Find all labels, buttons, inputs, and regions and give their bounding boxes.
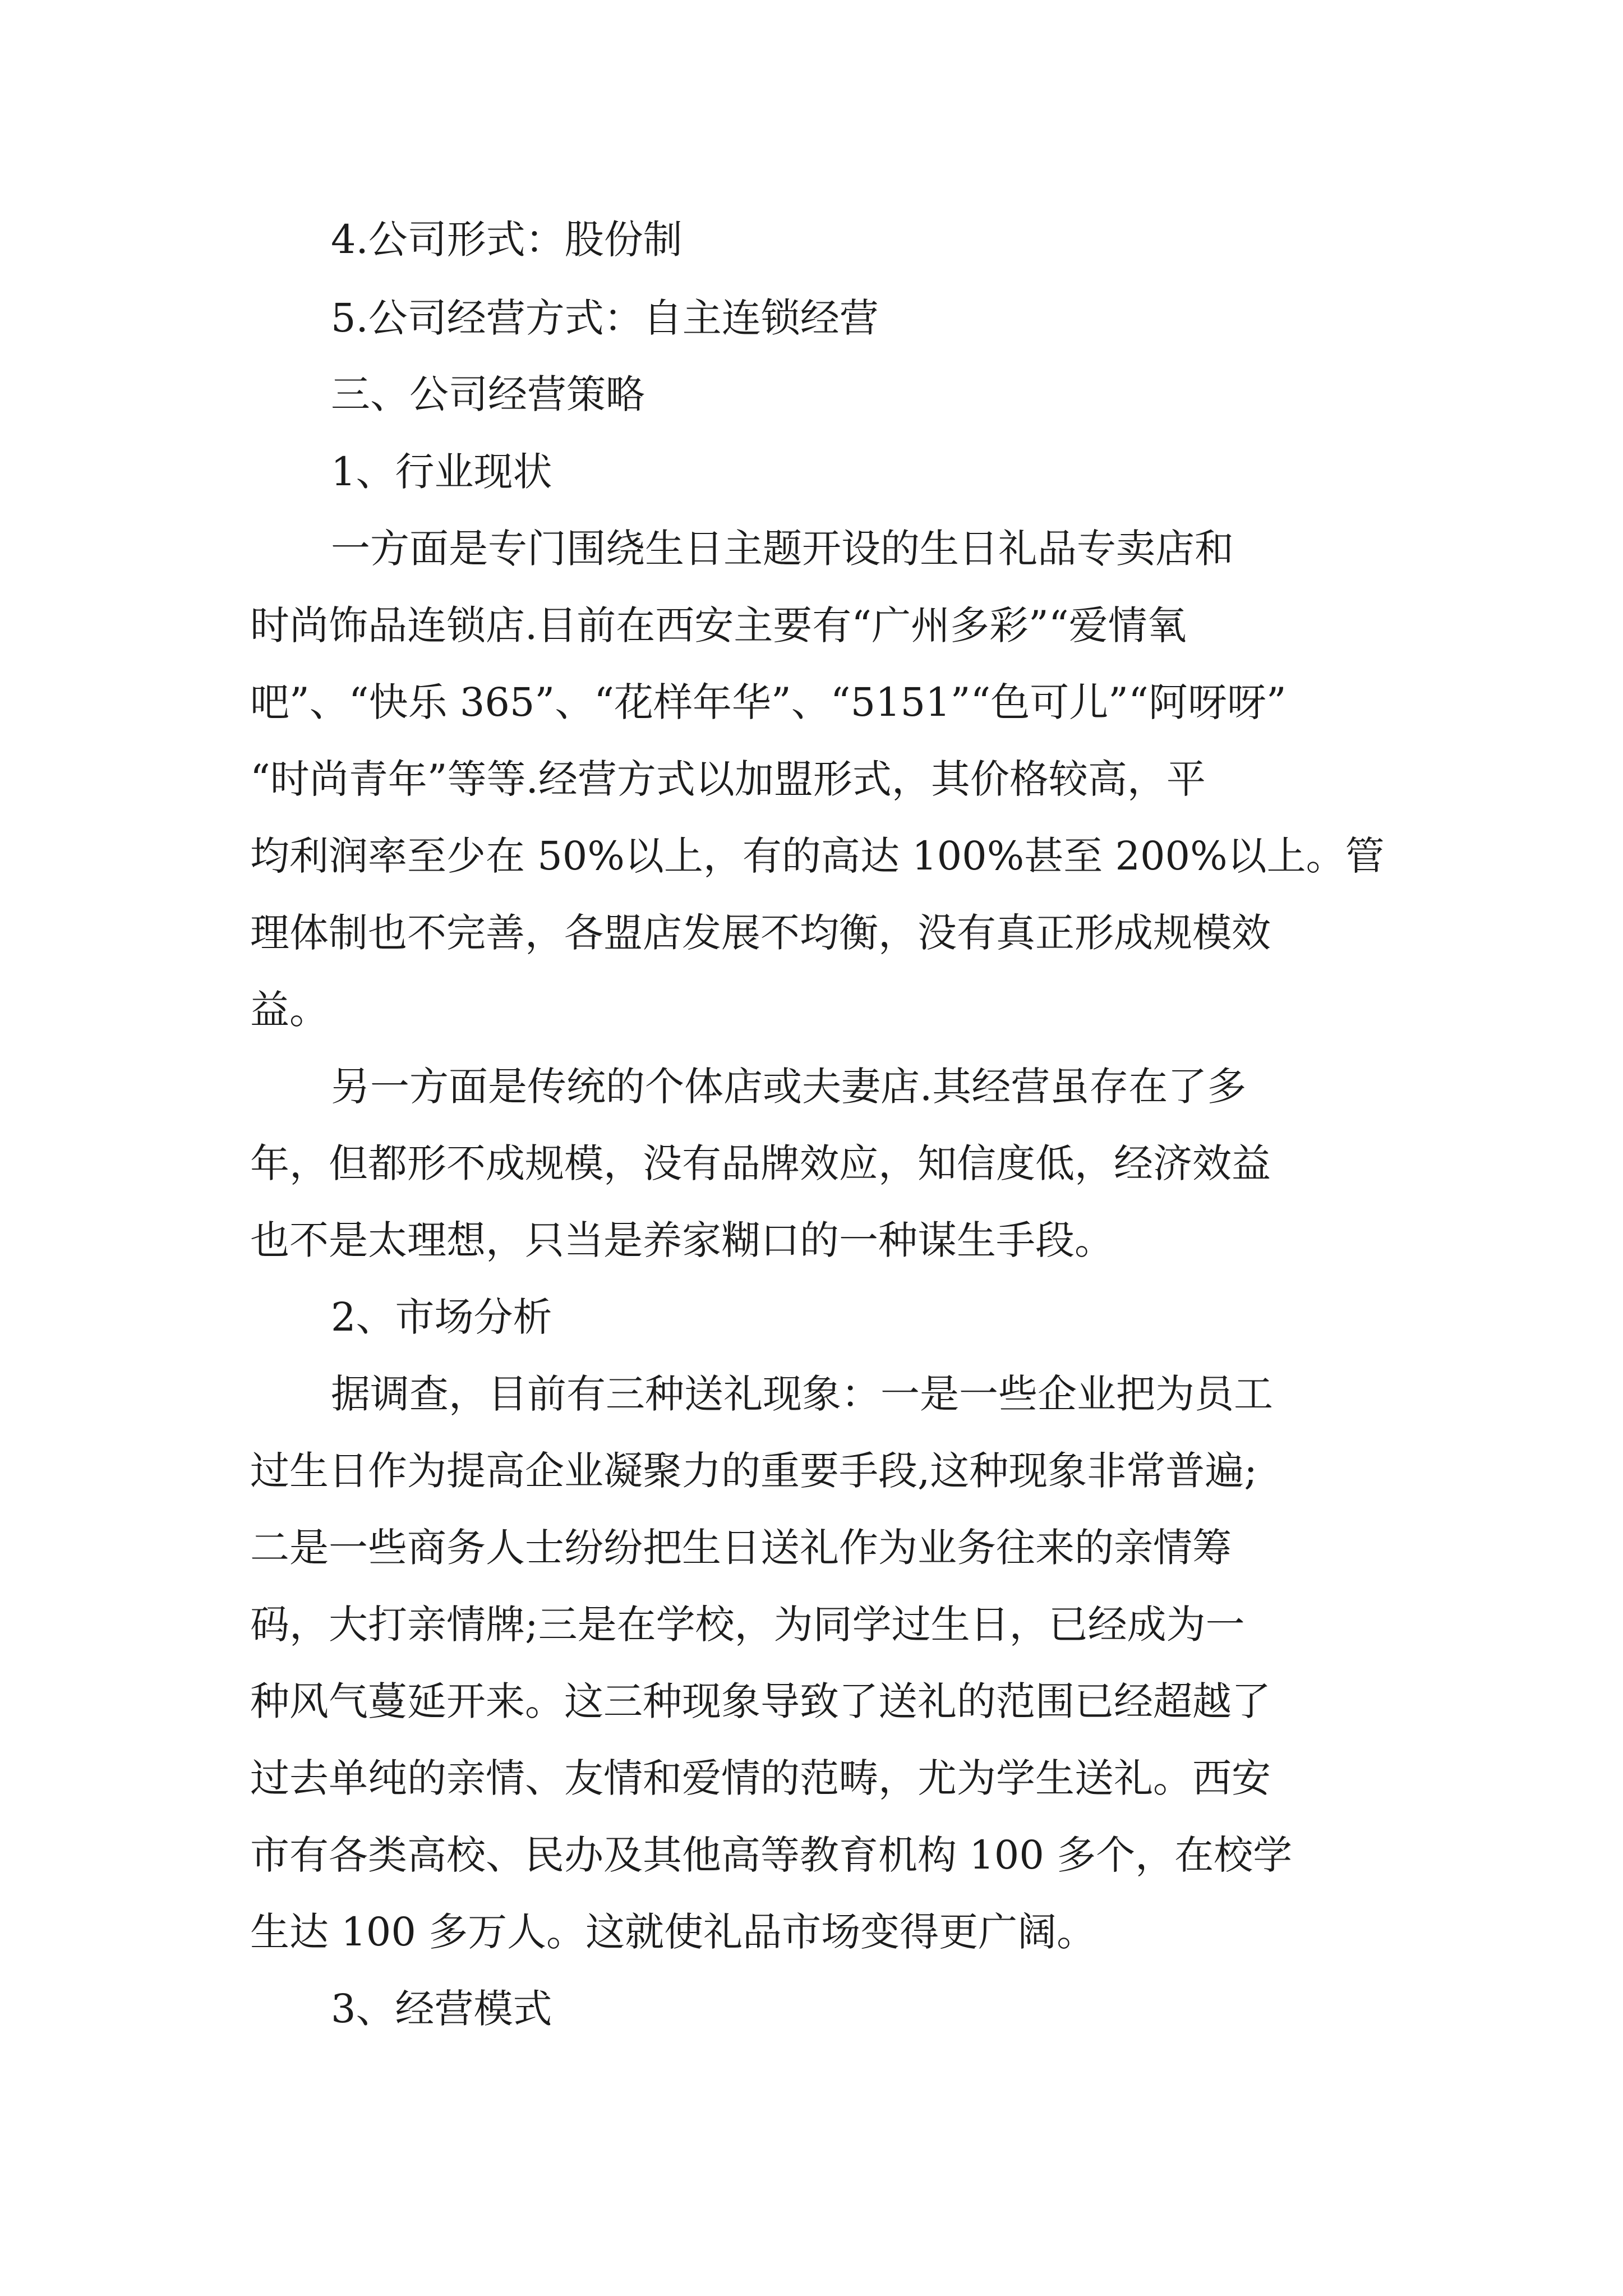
paragraph-line: 种风气蔓延开来。这三种现象导致了送礼的范围已经超越了 (250, 1678, 1271, 1724)
subheading-industry-status: 1、行业现状 (331, 449, 552, 495)
paragraph-line: 过生日作为提高企业凝聚力的重要手段,这种现象非常普遍; (250, 1448, 1257, 1494)
list-item-operation-mode: 5.公司经营方式：自主连锁经营 (331, 295, 879, 341)
paragraph-line: 据调查，目前有三种送礼现象：一是一些企业把为员工 (331, 1371, 1273, 1417)
paragraph-line: 时尚饰品连锁店.目前在西安主要有“广州多彩”“爱情氧 (250, 602, 1187, 648)
paragraph-line: 另一方面是传统的个体店或夫妻店.其经营虽存在了多 (331, 1064, 1247, 1110)
paragraph-line: 均利润率至少在 50%以上，有的高达 100%甚至 200%以上。管 (250, 833, 1385, 879)
subheading-market-analysis: 2、市场分析 (331, 1294, 552, 1340)
paragraph-line: 一方面是专门围绕生日主题开设的生日礼品专卖店和 (331, 526, 1234, 572)
paragraph-line: 吧”、“快乐 365”、“花样年华”、“5151”“色可儿”“阿呀呀” (250, 679, 1287, 725)
section-heading-strategy: 三、公司经营策略 (331, 371, 645, 417)
paragraph-line: 过去单纯的亲情、友情和爱情的范畴，尤为学生送礼。西安 (250, 1755, 1271, 1801)
subheading-business-model: 3、经营模式 (331, 1986, 552, 2032)
paragraph-line: 二是一些商务人士纷纷把生日送礼作为业务往来的亲情筹 (250, 1525, 1232, 1571)
paragraph-line: 也不是太理想，只当是养家糊口的一种谋生手段。 (250, 1217, 1114, 1263)
paragraph-line: “时尚青年”等等.经营方式以加盟形式，其价格较高，平 (250, 756, 1206, 802)
paragraph-line: 年，但都形不成规模，没有品牌效应，知信度低，经济效益 (250, 1140, 1271, 1186)
paragraph-line: 市有各类高校、民办及其他高等教育机构 100 多个，在校学 (250, 1832, 1293, 1878)
list-item-company-form: 4.公司形式：股份制 (331, 217, 683, 263)
paragraph-line: 码，大打亲情牌;三是在学校，为同学过生日，已经成为一 (250, 1602, 1245, 1648)
paragraph-line: 益。 (250, 987, 329, 1033)
paragraph-line: 理体制也不完善，各盟店发展不均衡，没有真正形成规模效 (250, 910, 1271, 956)
paragraph-line: 生达 100 多万人。这就使礼品市场变得更广阔。 (250, 1909, 1096, 1955)
